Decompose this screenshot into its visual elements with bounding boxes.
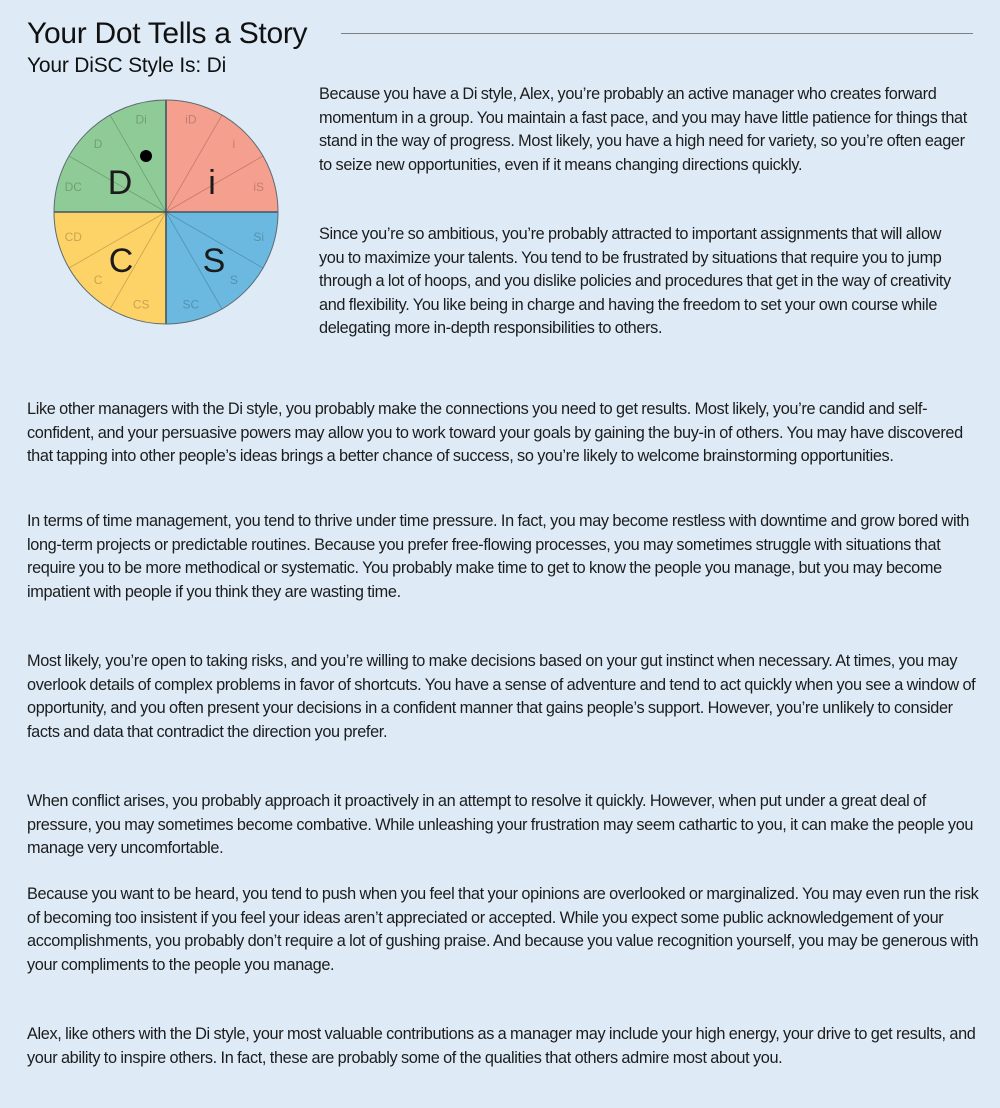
quadrant-label-c: C — [108, 242, 134, 280]
sector-label-di: Di — [135, 112, 147, 127]
user-style-dot — [140, 150, 152, 162]
sector-label-cd: CD — [64, 229, 82, 244]
quadrant-label-d: D — [107, 164, 133, 202]
sector-label-id: iD — [185, 112, 197, 127]
sector-label-s: S — [229, 272, 238, 287]
sector-label-si: Si — [253, 229, 265, 244]
paragraph-8: Alex, like others with the Di style, your most valuable contributions as a manager may include your high energy, your drive to get results, and your ability to inspire others. In fact, these are probably some of the qualities that others admire most about you. — [27, 1025, 976, 1067]
paragraph-2: Since you’re so ambitious, you’re probably attracted to important assignments that will allow you to maximize your talents. You tend to be frustrated by situations that require you to jump through a lot of hoops, and you dislike policies and procedures that get in the way of creativity and flexibility. You like being in charge and having the freedom to set your own course while delegating more in-depth responsibilities to others. — [319, 225, 951, 337]
sector-label-dc: DC — [64, 180, 82, 195]
paragraph-7: Because you want to be heard, you tend to push when you feel that your opinions are overlooked or marginalized. You may even run the risk of becoming too insistent if you feel your ideas aren’t appreciated or accepted. While you expect some public acknowledgement of your accomplishments, you probably don’t require a lot of gushing praise. And because you value recognition yourself, you may be generous with your compliments to the people you manage. — [27, 885, 979, 974]
paragraph-5: Most likely, you’re open to taking risks, and you’re willing to make decisions based on your gut instinct when necessary. At times, you may overlook details of complex problems in favor of shortcuts. You have a sense of adventure and tend to act quickly when you see a window of opportunity, and you often present your decisions in a confident manner that gains people’s support. However, you’re unlikely to consider facts and data that contradict the direction you prefer. — [27, 652, 976, 741]
title-divider — [341, 33, 973, 34]
sector-label-is: iS — [253, 180, 265, 195]
sector-label-c: C — [93, 272, 103, 287]
quadrant-label-i: i — [208, 164, 216, 202]
disc-wheel-graphic — [40, 95, 292, 331]
paragraph-6: When conflict arises, you probably approach it proactively in an attempt to resolve it quickly. However, when put under a great deal of pressure, you may sometimes become combative. While unleashing your frustration may seem cathartic to you, it can make the people you manage very uncomfortable. — [27, 792, 974, 857]
paragraph-4: In terms of time management, you tend to thrive under time pressure. In fact, you may become restless with downtime and grow bored with long-term projects or predictable routines. Because you prefer free-flowing processes, you may sometimes struggle with situations that require you to be more methodical or systematic. You probably make time to get to know the people you manage, but you may become impatient with people if you think they are wasting time. — [27, 512, 970, 601]
disc-wheel — [40, 95, 292, 331]
quadrant-i — [166, 100, 278, 212]
paragraph-1: Because you have a Di style, Alex, you’re probably an active manager who creates forward momentum in a group. You maintain a fast pace, and you may have little patience for things that stand in the way of progress. Most likely, you have a high need for variety, so you’re often eager to seize new opportunities, even if it means changing directions quickly. — [319, 85, 967, 174]
sector-label-sc: SC — [182, 297, 200, 312]
sector-label-d: D — [93, 137, 103, 152]
sector-label-i: i — [232, 137, 236, 152]
paragraph-3: Like other managers with the Di style, you probably make the connections you need to get results. Most likely, you’re candid and self-confident, and your persuasive powers may allow you to work toward your goals by gaining the buy-in of others. You may have discovered that tapping into other people’s ideas brings a better chance of success, so you’re likely to welcome brainstorming opportunities. — [27, 400, 963, 465]
quadrant-label-s: S — [202, 242, 226, 280]
sector-label-cs: CS — [132, 297, 150, 312]
page-title: Your Dot Tells a Story — [27, 17, 308, 50]
disc-style-subtitle: Your DiSC Style Is: Di — [27, 54, 227, 77]
